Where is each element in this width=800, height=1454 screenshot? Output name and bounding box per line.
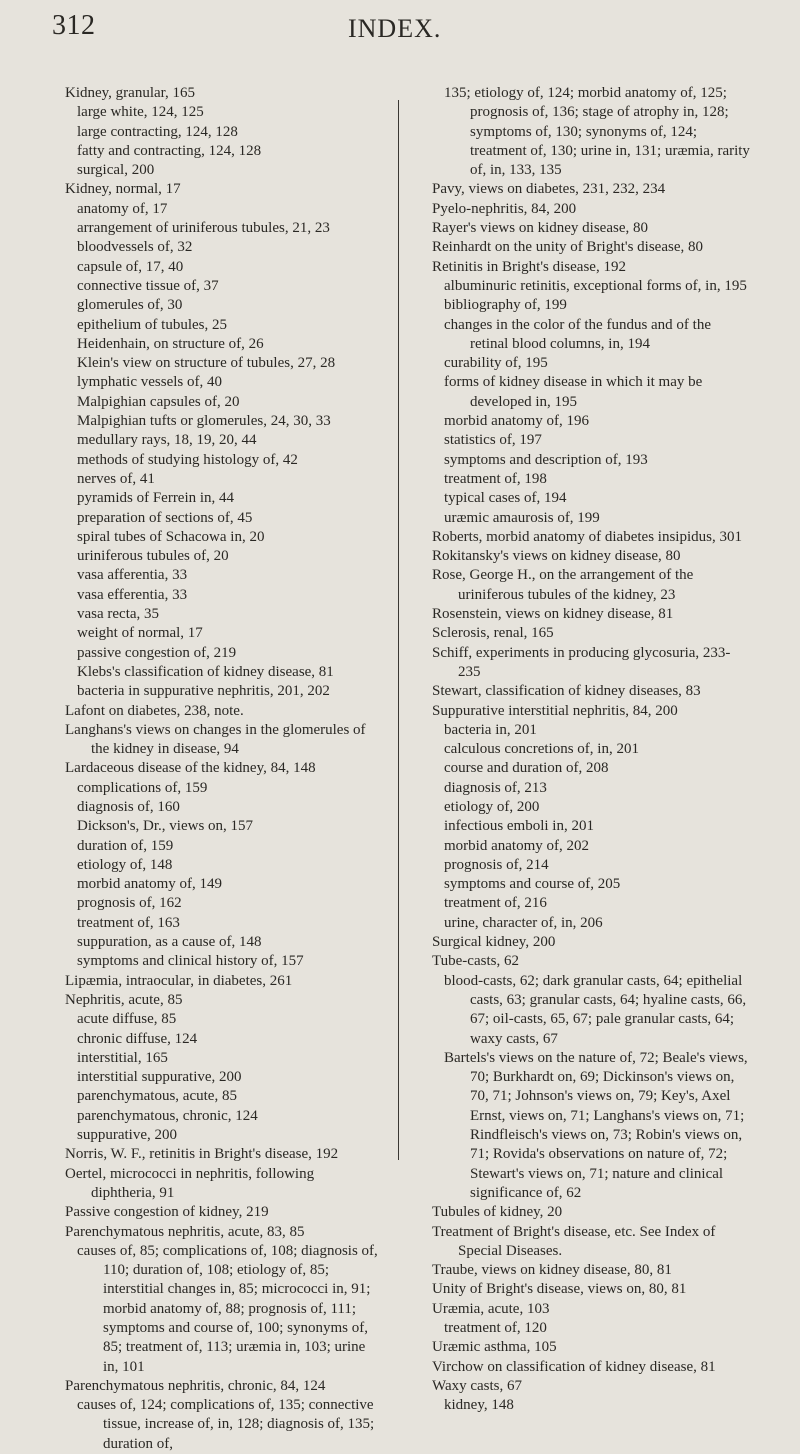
index-subentry: blood-casts, 62; dark granular casts, 64; epithelial casts, 63; granular casts, 64; hyaline casts, 66, 67; oil-casts, 65, 67; pale granular casts, 64; waxy casts, 67 bbox=[444, 972, 747, 1047]
index-subentry: Klebs's classification of kidney disease, 81 bbox=[77, 663, 334, 680]
index-subentry: vasa afferentia, 33 bbox=[77, 567, 188, 584]
index-subentry: preparation of sections of, 45 bbox=[77, 509, 253, 526]
index-subentry: treatment of, 216 bbox=[444, 895, 547, 912]
index-entry: Roberts, morbid anatomy of diabetes insipidus, 301 bbox=[432, 528, 742, 545]
index-subentry: diagnosis of, 213 bbox=[444, 779, 547, 796]
index-subentry: course and duration of, 208 bbox=[444, 760, 609, 777]
index-entry: Kidney, granular, 165 bbox=[65, 85, 196, 101]
index-entry: Reinhardt on the unity of Bright's disease, 80 bbox=[432, 239, 703, 256]
index-subentry: spiral tubes of Schacowa in, 20 bbox=[77, 528, 265, 545]
index-entry: Passive congestion of kidney, 219 bbox=[65, 1204, 269, 1221]
index-subentry: Heidenhain, on structure of, 26 bbox=[77, 335, 264, 352]
index-subentry: forms of kidney disease in which it may be developed in, 195 bbox=[444, 374, 703, 410]
index-subentry: bacteria in suppurative nephritis, 201, 202 bbox=[77, 683, 330, 700]
index-subentry: pyramids of Ferrein in, 44 bbox=[77, 490, 235, 507]
index-subentry: interstitial, 165 bbox=[77, 1049, 168, 1066]
index-subentry: causes of, 124; complications of, 135; connective tissue, increase of, in, 128; diagnosis of, 135; duration of, bbox=[77, 1397, 375, 1452]
index-entry: Lardaceous disease of the kidney, 84, 148 bbox=[65, 760, 316, 777]
index-subentry: suppuration, as a cause of, 148 bbox=[77, 934, 262, 951]
index-subentry: bacteria in, 201 bbox=[444, 721, 537, 738]
index-subentry: uræmic amaurosis of, 199 bbox=[444, 509, 600, 526]
column-divider bbox=[398, 100, 399, 1160]
index-entry: Tubules of kidney, 20 bbox=[432, 1204, 563, 1221]
index-entry: Sclerosis, renal, 165 bbox=[432, 625, 554, 642]
index-subentry: treatment of, 198 bbox=[444, 470, 547, 487]
index-entry: Pavy, views on diabetes, 231, 232, 234 bbox=[432, 181, 666, 198]
index-subentry: parenchymatous, chronic, 124 bbox=[77, 1107, 258, 1124]
index-subentry: large white, 124, 125 bbox=[77, 104, 204, 121]
index-subentry: symptoms and clinical history of, 157 bbox=[77, 953, 304, 970]
index-entry: Rose, George H., on the arrangement of the uriniferous tubules of the kidney, 23 bbox=[432, 567, 694, 603]
index-subentry: methods of studying histology of, 42 bbox=[77, 451, 298, 468]
index-subentry: Klein's view on structure of tubules, 27, 28 bbox=[77, 355, 336, 372]
index-subentry: vasa recta, 35 bbox=[77, 606, 160, 623]
index-subentry: kidney, 148 bbox=[444, 1397, 514, 1414]
index-subentry: epithelium of tubules, 25 bbox=[77, 316, 227, 333]
index-subentry: treatment of, 120 bbox=[444, 1320, 547, 1336]
index-subentry: diagnosis of, 160 bbox=[77, 798, 180, 815]
index-entry: Parenchymatous nephritis, chronic, 84, 124 bbox=[65, 1377, 326, 1394]
index-subentry: 135; etiology of, 124; morbid anatomy of, 125; prognosis of, 136; stage of atrophy in, 128; symptoms of, 130; synonyms of, 124; treatment of, 130; urine in, 131; uræmia, rarity of, in, 133, 135 bbox=[444, 85, 750, 179]
index-subentry: prognosis of, 214 bbox=[444, 856, 549, 873]
index-subentry: connective tissue of, 37 bbox=[77, 277, 219, 294]
index-subentry: Bartels's views on the nature of, 72; Beale's views, 70; Burkhardt on, 69; Dickinson's views on, 70, 71; Johnson's views on, 79; Key's, Axel Ernst, views on, 71; Langhans's views on, 71; Rindfleisch's views on, 73; Robin's views on, 71; Rovida's observations on nature of, 72; Stewart's views on, 71; nature and clinical significance of, 62 bbox=[444, 1049, 748, 1201]
index-entry: Rosenstein, views on kidney disease, 81 bbox=[432, 606, 674, 623]
index-subentry: etiology of, 200 bbox=[444, 798, 540, 815]
index-column-right bbox=[432, 84, 750, 1415]
index-subentry: Malpighian tufts or glomerules, 24, 30, 33 bbox=[77, 413, 331, 430]
index-subentry: treatment of, 163 bbox=[77, 914, 180, 931]
index-subentry: anatomy of, 17 bbox=[77, 200, 168, 217]
index-subentry: statistics of, 197 bbox=[444, 432, 542, 449]
index-entry: Lafont on diabetes, 238, note. bbox=[65, 702, 244, 719]
index-entry: Surgical kidney, 200 bbox=[432, 934, 556, 951]
index-subentry: arrangement of uriniferous tubules, 21, 23 bbox=[77, 220, 330, 237]
index-entry: Unity of Bright's disease, views on, 80, 81 bbox=[432, 1281, 687, 1298]
index-entry: Traube, views on kidney disease, 80, 81 bbox=[432, 1262, 672, 1279]
index-subentry: lymphatic vessels of, 40 bbox=[77, 374, 222, 391]
index-entry: Virchow on classification of kidney disease, 81 bbox=[432, 1358, 716, 1375]
index-subentry: Dickson's, Dr., views on, 157 bbox=[77, 818, 254, 835]
index-subentry: medullary rays, 18, 19, 20, 44 bbox=[77, 432, 257, 449]
index-subentry: Malpighian capsules of, 20 bbox=[77, 393, 240, 410]
index-entry: Uræmic asthma, 105 bbox=[432, 1339, 557, 1356]
index-subentry: surgical, 200 bbox=[77, 162, 155, 179]
index-subentry: causes of, 85; complications of, 108; diagnosis of, 110; duration of, 108; etiology of, 85; interstitial changes in, 85; micrococci in, 91; morbid anatomy of, 88; prognosis of, 111; symptoms and course of, 100; synonyms of, 85; treatment of, 113; uræmia in, 103; urine in, 101 bbox=[77, 1242, 378, 1375]
index-subentry: symptoms and description of, 193 bbox=[444, 451, 648, 468]
index-subentry: infectious emboli in, 201 bbox=[444, 818, 594, 835]
index-subentry: passive congestion of, 219 bbox=[77, 644, 237, 661]
index-entry: Oertel, micrococci in nephritis, following diphtheria, 91 bbox=[65, 1165, 315, 1201]
index-column-left bbox=[65, 84, 380, 1454]
index-subentry: calculous concretions of, in, 201 bbox=[444, 741, 639, 758]
page-number: 312 bbox=[52, 10, 96, 41]
index-subentry: acute diffuse, 85 bbox=[77, 1011, 177, 1028]
index-subentry: morbid anatomy of, 149 bbox=[77, 876, 222, 893]
index-entry: Uræmia, acute, 103 bbox=[432, 1300, 550, 1317]
index-entry: Stewart, classification of kidney diseases, 83 bbox=[432, 683, 701, 700]
index-entry: Retinitis in Bright's disease, 192 bbox=[432, 258, 626, 275]
index-entry: Langhans's views on changes in the glomerules of the kidney in disease, 94 bbox=[65, 721, 366, 758]
index-subentry: curability of, 195 bbox=[444, 355, 548, 372]
index-subentry: interstitial suppurative, 200 bbox=[77, 1069, 242, 1086]
index-entry: Parenchymatous nephritis, acute, 83, 85 bbox=[65, 1223, 305, 1240]
index-entry: Pyelo-nephritis, 84, 200 bbox=[432, 200, 577, 217]
index-entry: Kidney, normal, 17 bbox=[65, 181, 181, 198]
running-head: INDEX. bbox=[348, 14, 442, 43]
index-entry: Nephritis, acute, 85 bbox=[65, 991, 183, 1008]
index-subentry: glomerules of, 30 bbox=[77, 297, 183, 314]
index-subentry: bloodvessels of, 32 bbox=[77, 239, 193, 256]
index-subentry: suppurative, 200 bbox=[77, 1127, 177, 1144]
index-subentry: vasa efferentia, 33 bbox=[77, 586, 188, 603]
index-entry: Treatment of Bright's disease, etc. See Index of Special Diseases. bbox=[432, 1223, 716, 1259]
index-entry: Waxy casts, 67 bbox=[432, 1377, 523, 1394]
index-entry: Suppurative interstitial nephritis, 84, 200 bbox=[432, 702, 678, 719]
index-subentry: symptoms and course of, 205 bbox=[444, 876, 621, 893]
index-entry: Schiff, experiments in producing glycosuria, 233-235 bbox=[432, 644, 731, 680]
index-entry: Tube-casts, 62 bbox=[432, 953, 519, 970]
index-subentry: nerves of, 41 bbox=[77, 470, 155, 487]
index-subentry: albuminuric retinitis, exceptional forms of, in, 195 bbox=[444, 277, 747, 294]
index-subentry: fatty and contracting, 124, 128 bbox=[77, 142, 262, 159]
index-subentry: prognosis of, 162 bbox=[77, 895, 182, 912]
index-subentry: etiology of, 148 bbox=[77, 856, 173, 873]
index-subentry: parenchymatous, acute, 85 bbox=[77, 1088, 237, 1105]
index-entry: Norris, W. F., retinitis in Bright's disease, 192 bbox=[65, 1146, 339, 1163]
index-subentry: morbid anatomy of, 202 bbox=[444, 837, 589, 854]
index-subentry: urine, character of, in, 206 bbox=[444, 914, 603, 931]
index-subentry: typical cases of, 194 bbox=[444, 490, 567, 507]
index-entry: Rayer's views on kidney disease, 80 bbox=[432, 220, 648, 237]
index-subentry: large contracting, 124, 128 bbox=[77, 123, 238, 140]
index-subentry: morbid anatomy of, 196 bbox=[444, 413, 589, 430]
index-subentry: weight of normal, 17 bbox=[77, 625, 203, 642]
index-subentry: bibliography of, 199 bbox=[444, 297, 567, 314]
index-subentry: capsule of, 17, 40 bbox=[77, 258, 184, 275]
index-subentry: complications of, 159 bbox=[77, 779, 208, 796]
index-entry: Rokitansky's views on kidney disease, 80 bbox=[432, 548, 681, 565]
index-subentry: chronic diffuse, 124 bbox=[77, 1030, 198, 1047]
index-subentry: duration of, 159 bbox=[77, 837, 174, 854]
index-subentry: changes in the color of the fundus and of the retinal blood columns, in, 194 bbox=[444, 316, 712, 352]
index-entry: Lipæmia, intraocular, in diabetes, 261 bbox=[65, 972, 293, 989]
index-subentry: uriniferous tubules of, 20 bbox=[77, 548, 229, 565]
